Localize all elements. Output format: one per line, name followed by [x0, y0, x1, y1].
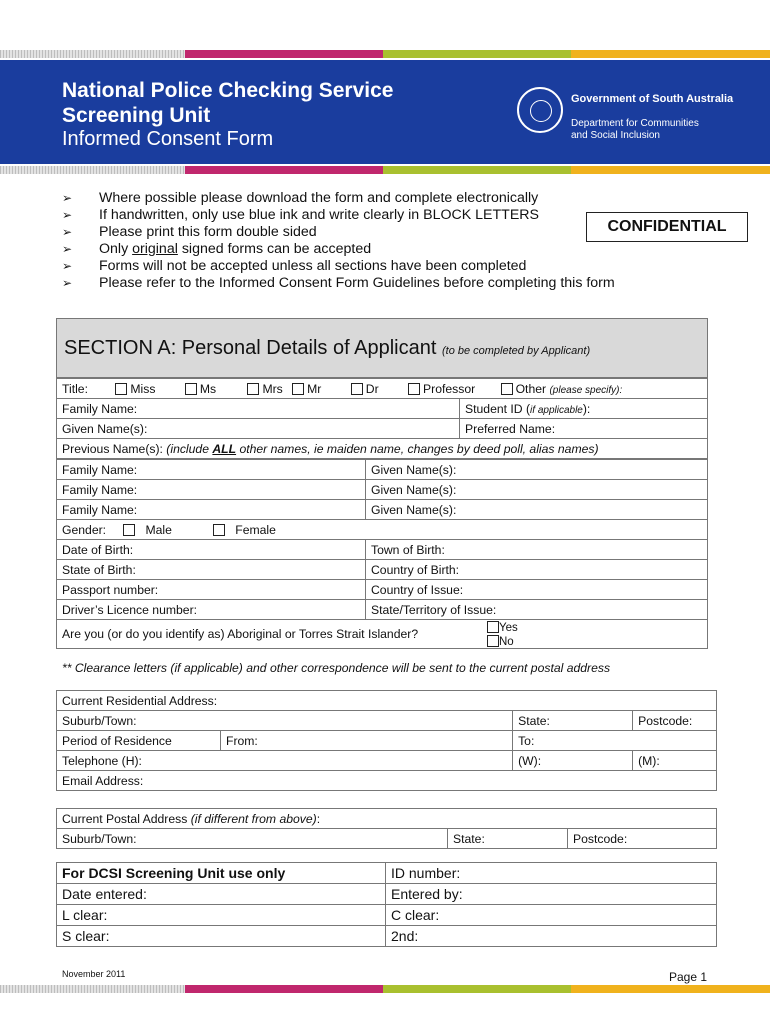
telephone-work-field[interactable]: (W):: [513, 751, 633, 771]
date-entered-field[interactable]: Date entered:: [57, 884, 386, 905]
instruction-item: ➢ Only original signed forms can be accepted: [62, 241, 615, 258]
residential-state-field[interactable]: State:: [513, 711, 633, 731]
residential-address-field[interactable]: Current Residential Address:: [57, 691, 717, 711]
atsi-row: Are you (or do you identify as) Aboriginal or Torres Strait Islander? Yes No: [57, 620, 708, 649]
second-field[interactable]: 2nd:: [386, 926, 717, 947]
residence-from-field[interactable]: From:: [221, 731, 513, 751]
header-banner: [0, 60, 770, 164]
instructions-list: [62, 190, 615, 292]
telephone-home-field[interactable]: Telephone (H):: [57, 751, 513, 771]
state-of-issue-field[interactable]: State/Territory of Issue:: [366, 600, 708, 620]
postal-state-field[interactable]: State:: [448, 829, 568, 849]
checkbox-dr[interactable]: [351, 383, 363, 395]
government-seal-icon: [517, 87, 563, 133]
clearance-note: ** Clearance letters (if applicable) and other correspondence will be sent to the current postal address: [62, 661, 611, 675]
instruction-item: ➢ Forms will not be accepted unless all sections have been completed: [62, 258, 615, 275]
passport-number-field[interactable]: Passport number:: [57, 580, 366, 600]
checkbox-male[interactable]: [123, 524, 135, 536]
instruction-item: ➢ Please refer to the Informed Consent Form Guidelines before completing this form: [62, 275, 615, 292]
bottom-color-stripe: [0, 985, 770, 993]
gender-row: Gender: Male Female: [57, 520, 708, 540]
checkbox-miss[interactable]: [115, 383, 127, 395]
page-number: Page 1: [669, 970, 708, 984]
state-of-birth-field[interactable]: State of Birth:: [57, 560, 366, 580]
previous-names-label: Previous Name(s): (include ALL other names, ie maiden name, changes by deed poll, alias names): [57, 439, 708, 459]
residential-address-table: [56, 690, 717, 791]
prev-family-name-2[interactable]: Family Name:: [57, 480, 366, 500]
residence-to-field[interactable]: To:: [513, 731, 717, 751]
title-row: Title: Miss Ms Mrs Mr Dr Professor Other (please specify):: [57, 379, 708, 399]
form-title: National Police Checking Service Screening Unit: [62, 79, 394, 127]
checkbox-no[interactable]: [487, 635, 499, 647]
town-of-birth-field[interactable]: Town of Birth:: [366, 540, 708, 560]
form-subtitle: Informed Consent Form: [62, 128, 274, 150]
s-clear-field[interactable]: S clear:: [57, 926, 386, 947]
postal-address-field[interactable]: Current Postal Address (if different from above):: [57, 809, 717, 829]
c-clear-field[interactable]: C clear:: [386, 905, 717, 926]
instruction-item: ➢ Where possible please download the form and complete electronically: [62, 190, 615, 207]
top-color-stripe: [0, 50, 770, 58]
residential-postcode-field[interactable]: Postcode:: [633, 711, 717, 731]
checkbox-mrs[interactable]: [247, 383, 259, 395]
checkbox-other[interactable]: [501, 383, 513, 395]
prev-family-name-1[interactable]: Family Name:: [57, 460, 366, 480]
government-logo-text: Government of South Australia Department for Communities and Social Inclusion: [571, 93, 734, 141]
checkbox-mr[interactable]: [292, 383, 304, 395]
office-use-title: For DCSI Screening Unit use only: [57, 863, 386, 884]
id-number-field[interactable]: ID number:: [386, 863, 717, 884]
footer-date: November 2011: [62, 969, 126, 979]
prev-family-name-3[interactable]: Family Name:: [57, 500, 366, 520]
postal-suburb-field[interactable]: Suburb/Town:: [57, 829, 448, 849]
section-a-table: [56, 378, 708, 459]
personal-details-table: [56, 459, 708, 649]
instruction-item: ➢ If handwritten, only use blue ink and write clearly in BLOCK LETTERS: [62, 207, 615, 224]
date-of-birth-field[interactable]: Date of Birth:: [57, 540, 366, 560]
student-id-field[interactable]: Student ID (if applicable):: [460, 399, 708, 419]
given-names-field[interactable]: Given Name(s):: [57, 419, 460, 439]
header-color-stripe: [0, 166, 770, 174]
prev-given-names-3[interactable]: Given Name(s):: [366, 500, 708, 520]
drivers-licence-field[interactable]: Driver’s Licence number:: [57, 600, 366, 620]
checkbox-ms[interactable]: [185, 383, 197, 395]
prev-given-names-1[interactable]: Given Name(s):: [366, 460, 708, 480]
preferred-name-field[interactable]: Preferred Name:: [460, 419, 708, 439]
prev-given-names-2[interactable]: Given Name(s):: [366, 480, 708, 500]
residential-suburb-field[interactable]: Suburb/Town:: [57, 711, 513, 731]
telephone-mobile-field[interactable]: (M):: [633, 751, 717, 771]
postal-address-table: [56, 808, 717, 849]
confidential-box: CONFIDENTIAL: [586, 212, 748, 242]
instruction-item: ➢ Please print this form double sided: [62, 224, 615, 241]
email-address-field[interactable]: Email Address:: [57, 771, 717, 791]
country-of-issue-field[interactable]: Country of Issue:: [366, 580, 708, 600]
country-of-birth-field[interactable]: Country of Birth:: [366, 560, 708, 580]
section-a-heading: SECTION A: Personal Details of Applicant (to be completed by Applicant): [56, 318, 708, 378]
l-clear-field[interactable]: L clear:: [57, 905, 386, 926]
postal-postcode-field[interactable]: Postcode:: [568, 829, 717, 849]
office-use-table: [56, 862, 717, 947]
checkbox-yes[interactable]: [487, 621, 499, 633]
checkbox-female[interactable]: [213, 524, 225, 536]
entered-by-field[interactable]: Entered by:: [386, 884, 717, 905]
atsi-options: Yes No: [487, 621, 518, 649]
family-name-field[interactable]: Family Name:: [57, 399, 460, 419]
checkbox-professor[interactable]: [408, 383, 420, 395]
period-of-residence-label: Period of Residence: [57, 731, 221, 751]
